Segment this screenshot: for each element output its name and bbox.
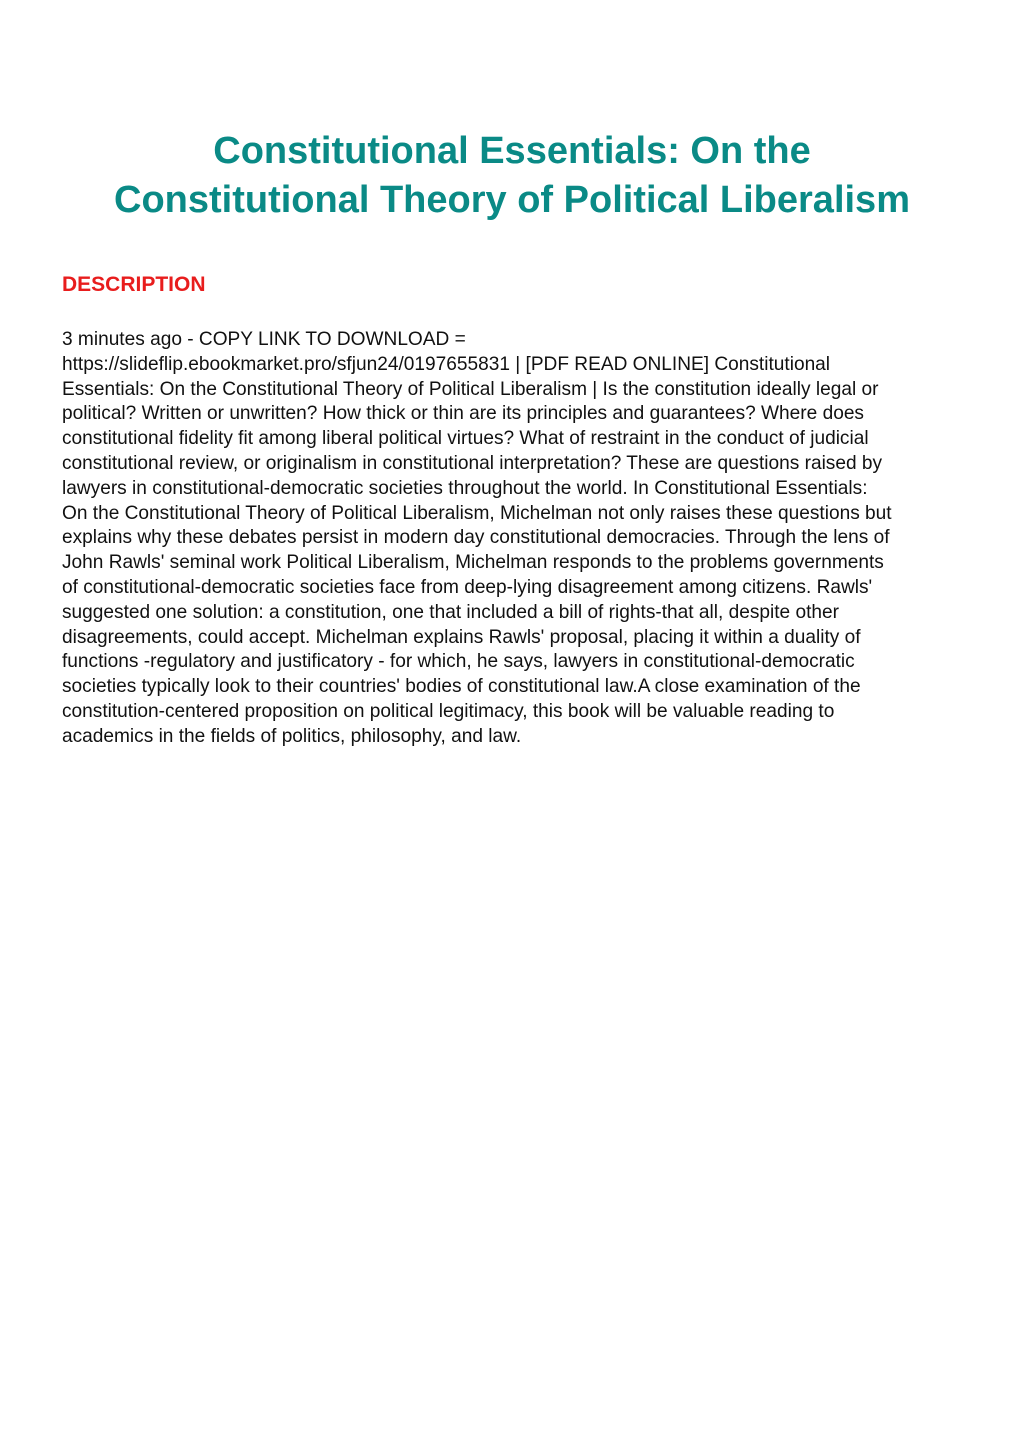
description-line: disagreements, could accept. Michelman explains Rawls' proposal, placing it within a duality of — [62, 626, 861, 648]
description-line: constitutional review, or originalism in constitutional interpretation? These are questions raised by — [62, 452, 883, 474]
description-line: suggested one solution: a constitution, one that included a bill of rights-that all, despite other — [62, 601, 839, 623]
description-line: societies typically look to their countries' bodies of constitutional law.A close examination of the — [62, 676, 861, 698]
description-line: constitutional fidelity fit among liberal political virtues? What of restraint in the conduct of judicial — [62, 428, 869, 450]
description-heading: DESCRIPTION — [62, 273, 206, 296]
description-text — [62, 328, 967, 750]
description-line: On the Constitutional Theory of Political Liberalism, Michelman not only raises these questions but — [62, 502, 892, 524]
description-line: lawyers in constitutional-democratic societies throughout the world. In Constitutional Essentials: — [62, 477, 868, 499]
description-line: Essentials: On the Constitutional Theory of Political Liberalism | Is the constitution ideally legal or — [62, 378, 879, 400]
description-line: John Rawls' seminal work Political Liberalism, Michelman responds to the problems governments — [62, 552, 884, 574]
description-line: explains why these debates persist in modern day constitutional democracies. Through the lens of — [62, 527, 890, 549]
title-line-2: Constitutional Theory of Political Liberalism — [114, 179, 910, 221]
title-line-1: Constitutional Essentials: On the — [213, 130, 811, 172]
description-line: 3 minutes ago - COPY LINK TO DOWNLOAD = — [62, 329, 466, 350]
description-line: academics in the fields of politics, philosophy, and law. — [62, 725, 522, 747]
description-line: functions -regulatory and justificatory - for which, he says, lawyers in constitutional-democratic — [62, 651, 855, 673]
document-title — [40, 127, 984, 225]
description-line: constitution-centered proposition on political legitimacy, this book will be valuable reading to — [62, 700, 835, 722]
description-line: political? Written or unwritten? How thick or thin are its principles and guarantees? Where does — [62, 403, 864, 425]
description-line: of constitutional-democratic societies face from deep-lying disagreement among citizens. Rawls' — [62, 576, 873, 598]
description-line: https://slideflip.ebookmarket.pro/sfjun24/0197655831 | [PDF READ ONLINE] Constitutional — [62, 353, 831, 375]
